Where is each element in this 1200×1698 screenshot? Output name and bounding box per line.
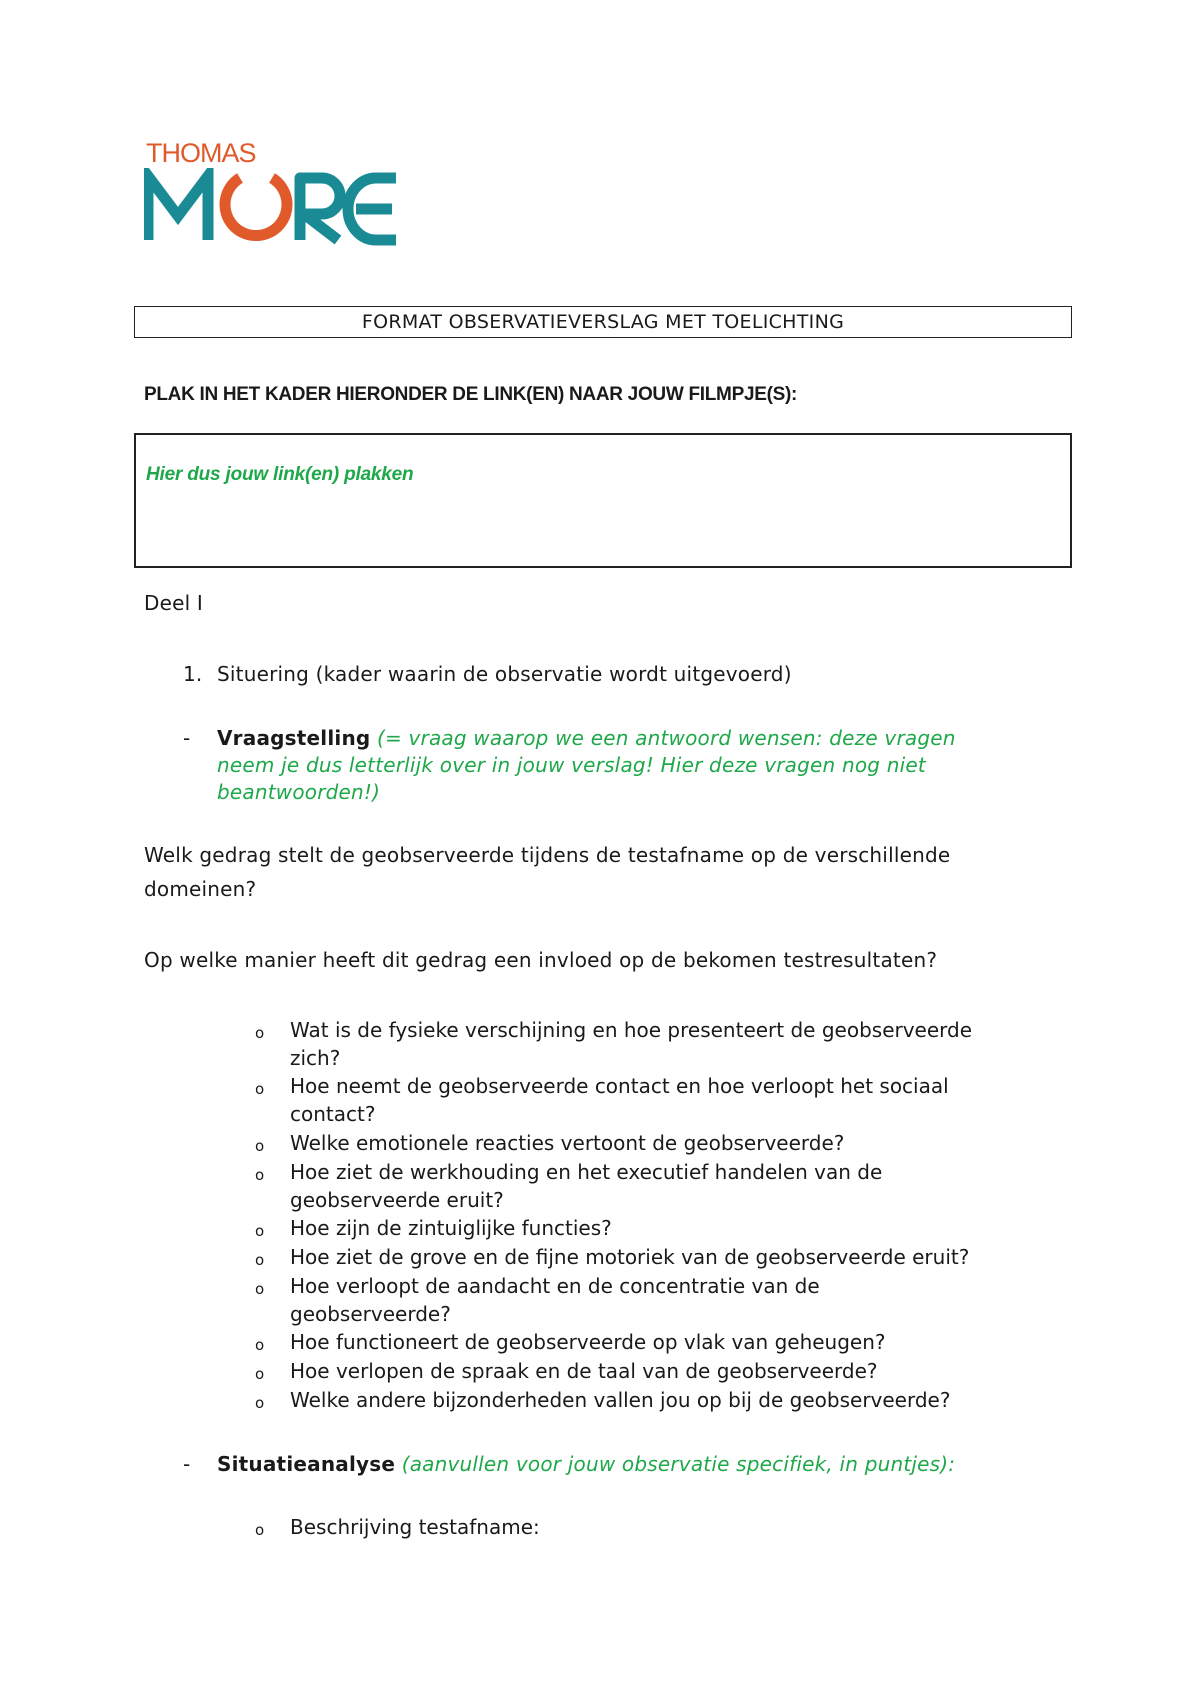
bullet-icon: o [255,1137,265,1155]
bullet-icon: o [255,1521,265,1539]
sub-question: Hoe verloopt de aandacht en de concentratie van de [290,1274,820,1298]
beschrijving-testafname: Beschrijving testafname: [290,1515,540,1539]
bullet-icon: o [255,1024,265,1042]
logo-letter-m [148,176,208,240]
sub-question: Hoe ziet de grove en de fijne motoriek van de geobserveerde eruit? [290,1245,970,1269]
vraagstelling-label: Vraagstelling [217,726,371,750]
question-1-line-2: domeinen? [144,877,257,901]
logo-more-graphic [144,168,404,246]
sub-question: Hoe ziet de werkhouding en het executief handelen van de [290,1160,883,1184]
vraagstelling-note-3: beantwoorden!) [217,780,381,804]
vraagstelling-note-2: neem je dus letterlijk over in jouw verslag! Hier deze vragen nog niet [217,753,926,777]
question-2: Op welke manier heeft dit gedrag een invloed op de bekomen testresultaten? [144,948,938,972]
document-title: FORMAT OBSERVATIEVERSLAG MET TOELICHTING [134,306,1072,338]
logo-thomas: THOMAS [146,138,256,168]
dash-bullet: - [183,726,191,750]
sub-question-cont: zich? [290,1046,341,1070]
part-heading: Deel I [144,591,204,615]
sub-question: Hoe neemt de geobserveerde contact en hoe verloopt het sociaal [290,1074,949,1098]
link-placeholder: Hier dus jouw link(en) plakken [146,464,414,485]
sub-question: Welke emotionele reacties vertoont de geobserveerde? [290,1131,845,1155]
situatieanalyse-note: (aanvullen voor jouw observatie specifiek, in puntjes): [401,1452,956,1476]
dash-bullet: - [183,1452,191,1476]
question-1-line-1: Welk gedrag stelt de geobserveerde tijdens de testafname op de verschillende [144,843,951,867]
link-instruction: PLAK IN HET KADER HIERONDER DE LINK(EN) NAAR JOUW FILMPJE(S): [144,384,798,405]
situatieanalyse-label: Situatieanalyse [217,1452,396,1476]
sub-question: Hoe functioneert de geobserveerde op vlak van geheugen? [290,1330,886,1354]
sub-question: Hoe verlopen de spraak en de taal van de geobserveerde? [290,1359,878,1383]
thomas-more-logo [144,138,404,250]
sub-question-cont: contact? [290,1102,376,1126]
logo-letter-e [348,178,396,240]
bullet-icon: o [255,1222,265,1240]
bullet-icon: o [255,1394,265,1412]
link-input-box[interactable] [134,433,1072,568]
sub-question: Hoe zijn de zintuiglijke functies? [290,1216,612,1240]
bullet-icon: o [255,1365,265,1383]
sub-question-cont: geobserveerde eruit? [290,1188,504,1212]
section-heading: Situering (kader waarin de observatie wordt uitgevoerd) [217,662,792,686]
sub-question: Welke andere bijzonderheden vallen jou op bij de geobserveerde? [290,1388,951,1412]
vraagstelling-note-1: (= vraag waarop we een antwoord wensen: deze vragen [376,726,956,750]
logo-letter-o [225,178,287,236]
bullet-icon: o [255,1080,265,1098]
bullet-icon: o [255,1251,265,1269]
logo-letter-r [300,178,340,240]
bullet-icon: o [255,1336,265,1354]
sub-question-cont: geobserveerde? [290,1302,451,1326]
bullet-icon: o [255,1166,265,1184]
sub-question: Wat is de fysieke verschijning en hoe presenteert de geobserveerde [290,1018,973,1042]
bullet-icon: o [255,1280,265,1298]
section-number: 1. [183,662,203,686]
